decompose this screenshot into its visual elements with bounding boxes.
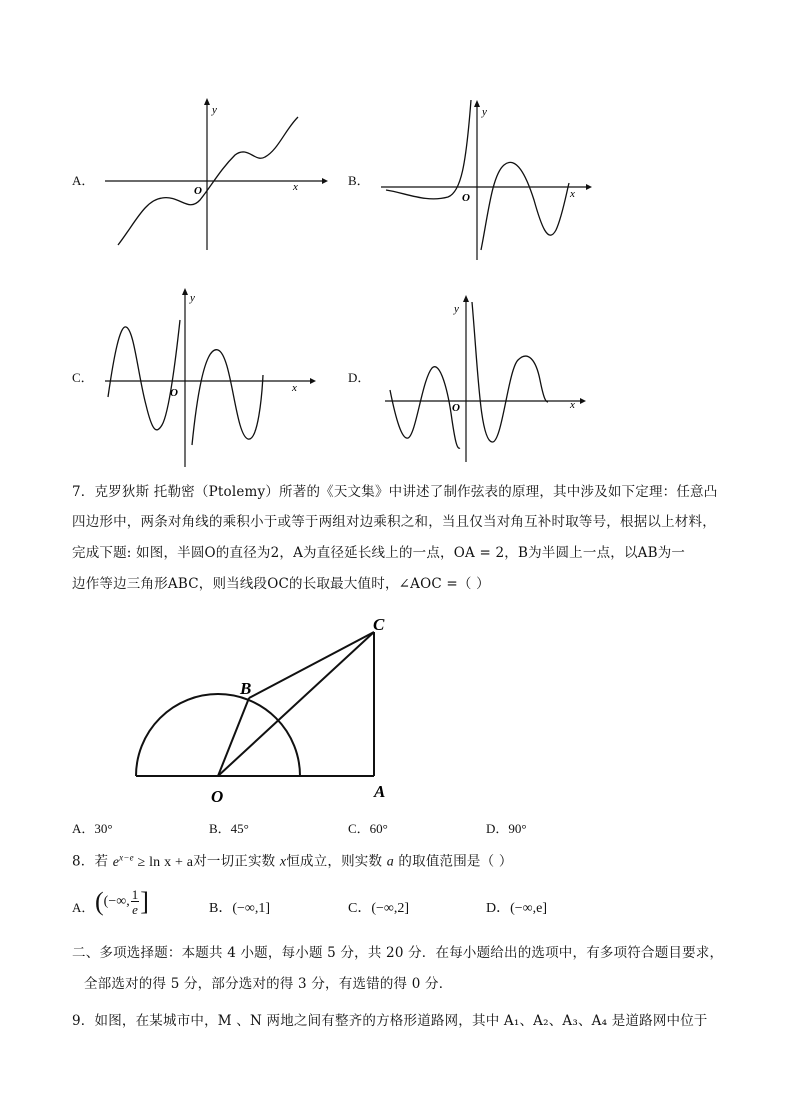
option-d-label: D．	[348, 370, 371, 385]
origin-label: O	[170, 387, 178, 399]
graph-option-b	[376, 95, 601, 265]
q7-line-1: 7．克罗狄斯 托勒密（Ptolemy）所著的《天文集》中讲述了制作弦表的原理，其中涉及如下定理：任意凸	[72, 484, 718, 500]
axis-x-label: x	[570, 399, 575, 411]
q7-choice-d: D．90°	[486, 821, 527, 836]
q8-choice-a-label: A．	[72, 900, 95, 915]
point-b-label: B	[240, 679, 252, 698]
axis-y-label: y	[454, 303, 459, 315]
q8-choice-c: C．(−∞,2]	[348, 901, 410, 916]
q7-line-3: 完成下题: 如图，半圆O的直径为2，A为直径延长线上的一点，OA = 2，B为半圆上一点，以AB为一	[72, 545, 686, 561]
axis-x-label: x	[293, 181, 298, 193]
q8-stem: 8．若 $e^{x-e} \ge \ln x + a$对一切正实数 x恒成立，则实数 a 的取值范围是（ ）	[72, 852, 513, 870]
section-2-line-2: 全部选对的得 5 分，部分选对的得 3 分，有选错的得 0 分．	[84, 976, 453, 992]
point-o-label: O	[211, 787, 224, 806]
axis-y-label: y	[190, 292, 195, 304]
origin-label: O	[452, 402, 460, 414]
origin-label: O	[194, 185, 202, 197]
q7-choice-b: B．45°	[209, 821, 249, 836]
q9-line-1: 9．如图，在某城市中，M 、N 两地之间有整齐的方格形道路网，其中 A₁、A₂、A₃、A₄ 是道路网中位于	[72, 1013, 708, 1029]
graph-option-d	[380, 290, 600, 465]
q8-choice-b: B．(−∞,1]	[209, 901, 271, 916]
section-2-line-1: 二、多项选择题：本题共 4 小题，每小题 5 分，共 20 分．在每小题给出的选项中，有多项符合题目要求，	[72, 945, 724, 961]
option-c-label: C．	[72, 370, 94, 385]
q7-choice-a: A．30°	[72, 821, 113, 836]
origin-label: O	[462, 192, 470, 204]
option-a-label: A．	[72, 173, 95, 188]
axis-x-label: x	[570, 188, 575, 200]
q7-figure	[125, 610, 415, 810]
q7-line-2: 四边形中，两条对角线的乘积小于或等于两组对边乘积之和，当且仅当对角互补时取等号，根据以上材料，	[72, 514, 716, 530]
q7-line-4: 边作等边三角形ABC，则当线段OC的长取最大值时，∠AOC =（ ）	[72, 576, 490, 592]
graph-option-a	[100, 95, 330, 255]
q7-choice-c: C．60°	[348, 821, 388, 836]
option-b-label: B．	[348, 173, 370, 188]
axis-y-label: y	[212, 104, 217, 116]
graph-option-c	[100, 285, 325, 470]
q8-choice-a: ( (−∞, 1 e ]	[95, 886, 149, 917]
axis-y-label: y	[482, 106, 487, 118]
point-c-label: C	[373, 615, 385, 634]
q8-choice-d: D．(−∞,e]	[486, 901, 548, 916]
point-a-label: A	[374, 782, 386, 801]
axis-x-label: x	[292, 382, 297, 394]
